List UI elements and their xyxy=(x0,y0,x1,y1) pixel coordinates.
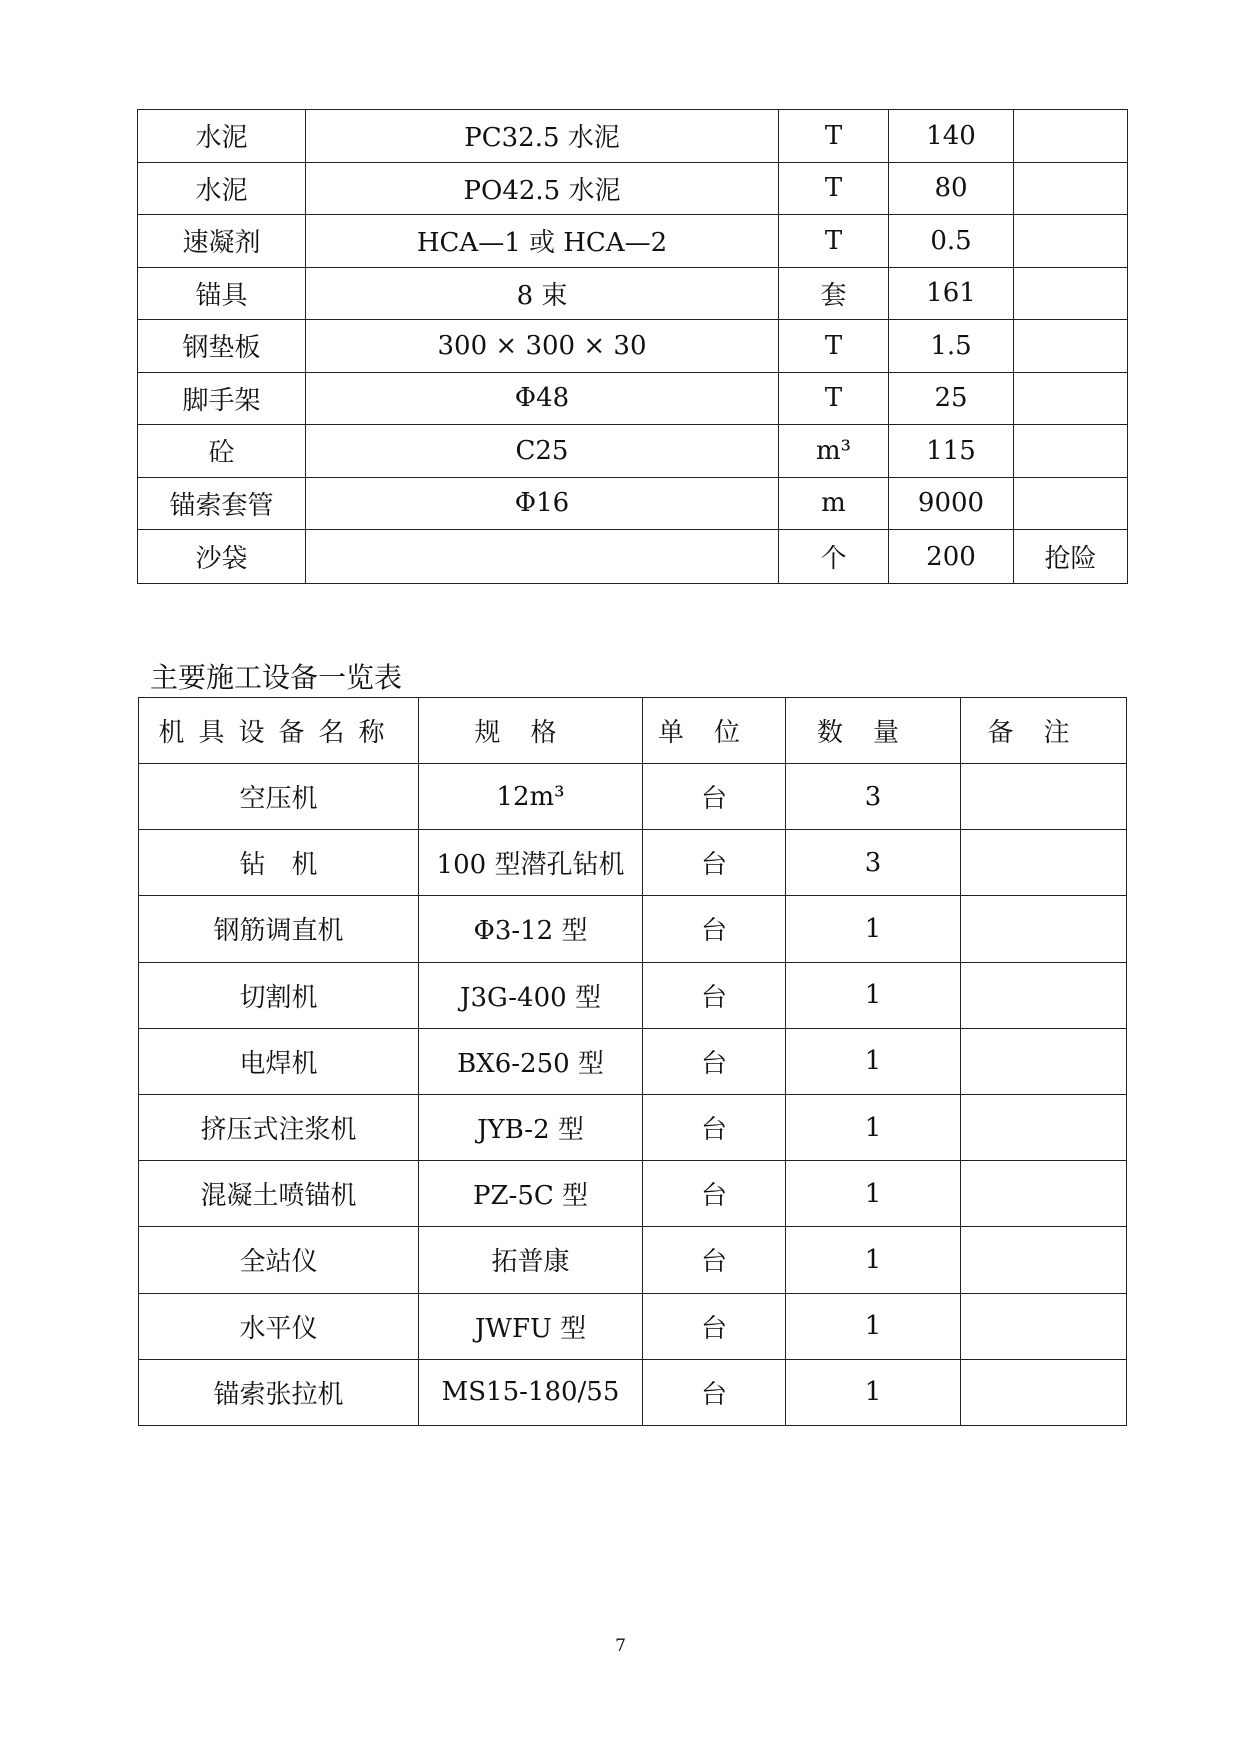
materials-table xyxy=(137,109,1128,584)
cell-unit: 台 xyxy=(643,1094,786,1160)
table-row xyxy=(138,267,1128,320)
table-row xyxy=(138,477,1128,530)
cell-qty: 0.5 xyxy=(889,215,1014,268)
cell-name: 水泥 xyxy=(138,162,306,215)
cell-spec: JYB-2 型 xyxy=(419,1094,643,1160)
table-row xyxy=(139,1094,1127,1160)
cell-spec: Φ48 xyxy=(306,372,779,425)
equipment-header-row xyxy=(139,698,1127,764)
cell-name: 砼 xyxy=(138,425,306,478)
cell-unit: 台 xyxy=(643,1227,786,1293)
table-row xyxy=(138,372,1128,425)
cell-note: 抢险 xyxy=(1014,530,1128,584)
cell-name: 水泥 xyxy=(138,110,306,163)
equipment-table xyxy=(138,697,1127,1426)
cell-unit: 台 xyxy=(643,896,786,962)
cell-note xyxy=(961,830,1127,896)
cell-qty: 25 xyxy=(889,372,1014,425)
cell-unit: 台 xyxy=(643,962,786,1028)
cell-unit: 台 xyxy=(643,1028,786,1094)
cell-qty: 1 xyxy=(786,1227,961,1293)
cell-spec: 300 × 300 × 30 xyxy=(306,320,779,373)
cell-qty: 161 xyxy=(889,267,1014,320)
table-row xyxy=(138,320,1128,373)
cell-note xyxy=(1014,320,1128,373)
cell-unit: 台 xyxy=(643,1161,786,1227)
cell-name: 空压机 xyxy=(139,764,419,830)
cell-note xyxy=(1014,372,1128,425)
cell-note xyxy=(961,1227,1127,1293)
cell-qty: 80 xyxy=(889,162,1014,215)
equipment-table-title: 主要施工设备一览表 xyxy=(150,661,403,694)
cell-spec: 8 束 xyxy=(306,267,779,320)
cell-qty: 1 xyxy=(786,896,961,962)
cell-name: 挤压式注浆机 xyxy=(139,1094,419,1160)
cell-qty: 115 xyxy=(889,425,1014,478)
cell-note xyxy=(961,1028,1127,1094)
cell-name: 钻 机 xyxy=(139,830,419,896)
cell-spec: Φ3-12 型 xyxy=(419,896,643,962)
cell-name: 脚手架 xyxy=(138,372,306,425)
cell-spec: PZ-5C 型 xyxy=(419,1161,643,1227)
cell-name: 沙袋 xyxy=(138,530,306,584)
table-row xyxy=(139,896,1127,962)
cell-spec: HCA—1 或 HCA—2 xyxy=(306,215,779,268)
table-row xyxy=(139,1359,1127,1425)
cell-spec: Φ16 xyxy=(306,477,779,530)
table-row xyxy=(139,1161,1127,1227)
cell-qty: 1 xyxy=(786,1161,961,1227)
cell-note xyxy=(1014,162,1128,215)
cell-name: 水平仪 xyxy=(139,1293,419,1359)
table-row xyxy=(139,1028,1127,1094)
cell-name: 全站仪 xyxy=(139,1227,419,1293)
cell-qty: 3 xyxy=(786,764,961,830)
cell-name: 混凝土喷锚机 xyxy=(139,1161,419,1227)
page-number: 7 xyxy=(615,1636,626,1656)
cell-qty: 3 xyxy=(786,830,961,896)
cell-unit: 台 xyxy=(643,1293,786,1359)
table-row xyxy=(139,962,1127,1028)
cell-unit: 台 xyxy=(643,830,786,896)
cell-name: 速凝剂 xyxy=(138,215,306,268)
cell-note xyxy=(961,1161,1127,1227)
cell-qty: 1 xyxy=(786,1028,961,1094)
cell-name: 切割机 xyxy=(139,962,419,1028)
cell-qty: 1.5 xyxy=(889,320,1014,373)
table-row xyxy=(139,1227,1127,1293)
cell-unit: m xyxy=(779,477,889,530)
cell-spec: PC32.5 水泥 xyxy=(306,110,779,163)
cell-unit: T xyxy=(779,320,889,373)
cell-spec: 12m³ xyxy=(419,764,643,830)
cell-spec: J3G-400 型 xyxy=(419,962,643,1028)
cell-unit: 套 xyxy=(779,267,889,320)
cell-note xyxy=(1014,425,1128,478)
header-cell: 机具设备名称 xyxy=(139,698,419,764)
cell-note xyxy=(961,896,1127,962)
cell-name: 锚索套管 xyxy=(138,477,306,530)
table-row xyxy=(138,110,1128,163)
cell-note xyxy=(1014,477,1128,530)
header-cell: 数量 xyxy=(786,698,961,764)
cell-name: 锚索张拉机 xyxy=(139,1359,419,1425)
header-cell: 备注 xyxy=(961,698,1127,764)
cell-qty: 1 xyxy=(786,962,961,1028)
cell-spec: MS15-180/55 xyxy=(419,1359,643,1425)
cell-qty: 1 xyxy=(786,1359,961,1425)
cell-note xyxy=(1014,110,1128,163)
cell-spec xyxy=(306,530,779,584)
cell-spec: 拓普康 xyxy=(419,1227,643,1293)
cell-name: 钢垫板 xyxy=(138,320,306,373)
cell-note xyxy=(961,1094,1127,1160)
cell-note xyxy=(961,1293,1127,1359)
cell-spec: 100 型潜孔钻机 xyxy=(419,830,643,896)
cell-note xyxy=(1014,215,1128,268)
cell-qty: 140 xyxy=(889,110,1014,163)
cell-spec: JWFU 型 xyxy=(419,1293,643,1359)
table-row xyxy=(139,764,1127,830)
table-row xyxy=(138,530,1128,584)
cell-qty: 200 xyxy=(889,530,1014,584)
header-cell: 单位 xyxy=(643,698,786,764)
table-row xyxy=(138,425,1128,478)
cell-unit: 台 xyxy=(643,764,786,830)
cell-note xyxy=(961,962,1127,1028)
table-row xyxy=(138,215,1128,268)
cell-unit: T xyxy=(779,372,889,425)
cell-note xyxy=(1014,267,1128,320)
table-row xyxy=(138,162,1128,215)
cell-note xyxy=(961,1359,1127,1425)
cell-spec: C25 xyxy=(306,425,779,478)
cell-name: 锚具 xyxy=(138,267,306,320)
cell-spec: PO42.5 水泥 xyxy=(306,162,779,215)
header-cell: 规格 xyxy=(419,698,643,764)
cell-unit: T xyxy=(779,110,889,163)
table-row xyxy=(139,1293,1127,1359)
cell-qty: 1 xyxy=(786,1094,961,1160)
cell-note xyxy=(961,764,1127,830)
cell-spec: BX6-250 型 xyxy=(419,1028,643,1094)
cell-unit: T xyxy=(779,215,889,268)
cell-qty: 9000 xyxy=(889,477,1014,530)
cell-unit: m³ xyxy=(779,425,889,478)
cell-unit: T xyxy=(779,162,889,215)
cell-unit: 个 xyxy=(779,530,889,584)
table-row xyxy=(139,830,1127,896)
cell-qty: 1 xyxy=(786,1293,961,1359)
cell-name: 电焊机 xyxy=(139,1028,419,1094)
cell-unit: 台 xyxy=(643,1359,786,1425)
cell-name: 钢筋调直机 xyxy=(139,896,419,962)
